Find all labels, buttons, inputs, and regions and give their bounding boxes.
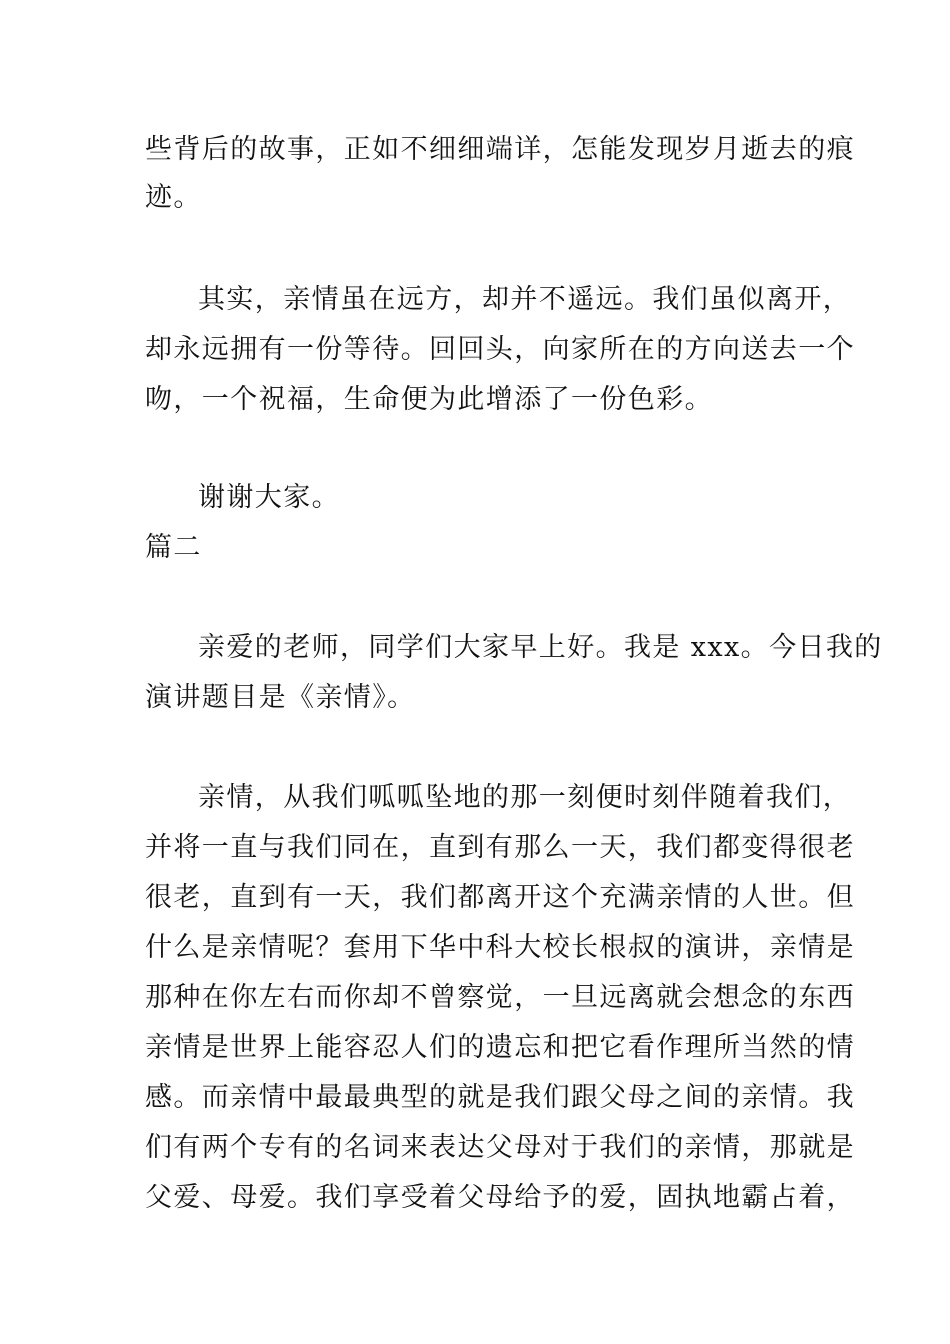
paragraph-line: 亲爱的老师，同学们大家早上好。我是 xxx。今日我的 — [198, 632, 883, 663]
paragraph-line: 亲情，从我们呱呱坠地的那一刻便时刻伴随着我们， — [198, 782, 852, 813]
paragraph-line: 感。而亲情中最最典型的就是我们跟父母之间的亲情。我 — [145, 1082, 855, 1113]
paragraph-line: 并将一直与我们同在，直到有那么一天，我们都变得很老 — [145, 832, 855, 863]
paragraph-line: 那种在你左右而你却不曾察觉，一旦远离就会想念的东西 — [145, 982, 855, 1013]
section-heading: 篇二 — [145, 532, 202, 563]
paragraph-line: 演讲题目是《亲情》。 — [145, 682, 416, 713]
paragraph-line: 什么是亲情呢？套用下华中科大校长根叔的演讲，亲情是 — [145, 932, 855, 963]
paragraph-line: 亲情是世界上能容忍人们的遗忘和把它看作理所当然的情 — [145, 1032, 855, 1063]
paragraph-line: 父爱、母爱。我们享受着父母给予的爱，固执地霸占着， — [145, 1182, 855, 1213]
closing-line: 谢谢大家。 — [198, 482, 340, 513]
paragraph-line: 吻，一个祝福，生命便为此增添了一份色彩。 — [145, 384, 713, 415]
paragraph-line: 迹。 — [145, 182, 202, 213]
paragraph-line: 却永远拥有一份等待。回回头，向家所在的方向送去一个 — [145, 334, 855, 365]
paragraph-line: 很老，直到有一天，我们都离开这个充满亲情的人世。但 — [145, 882, 855, 913]
paragraph-line: 们有两个专有的名词来表达父母对于我们的亲情，那就是 — [145, 1132, 855, 1163]
paragraph-line: 其实，亲情虽在远方，却并不遥远。我们虽似离开， — [198, 284, 852, 315]
paragraph-line: 些背后的故事，正如不细细端详，怎能发现岁月逝去的痕 — [145, 134, 855, 165]
